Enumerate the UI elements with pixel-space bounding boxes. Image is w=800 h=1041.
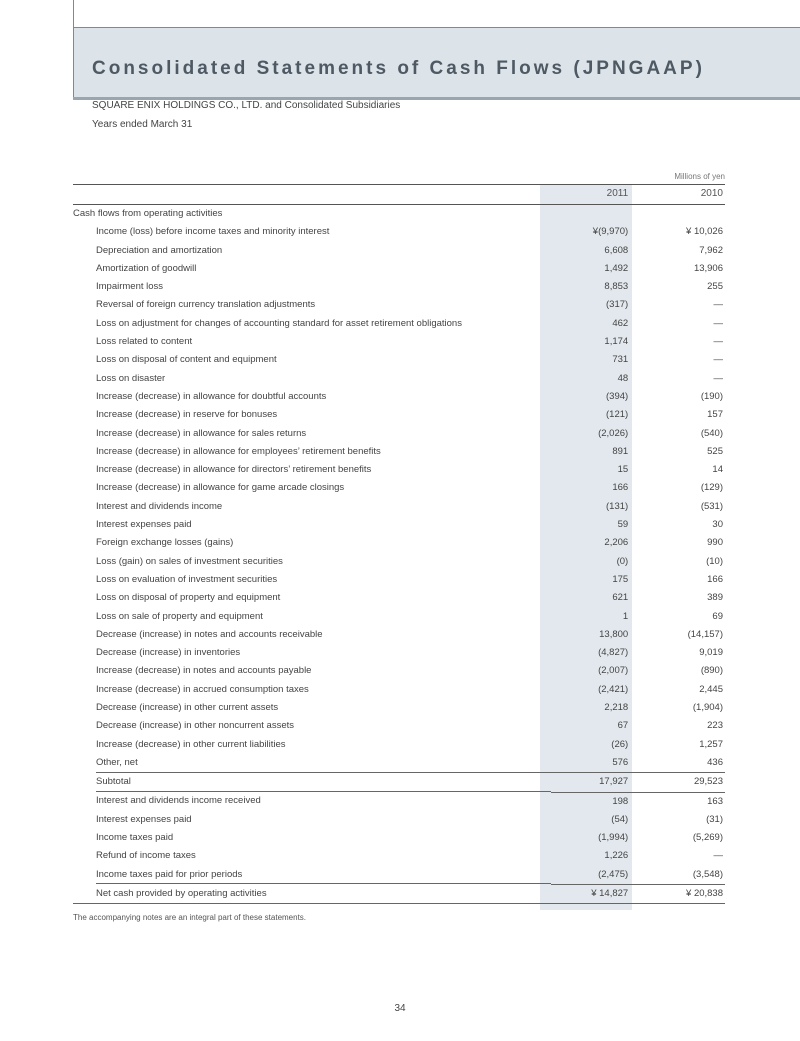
- value-2010: ¥ 20,838: [638, 884, 725, 903]
- value-2010: 166: [707, 573, 723, 585]
- value-2010: (1,904): [692, 702, 723, 714]
- table-row: [73, 333, 725, 351]
- value-2011: 462: [612, 317, 629, 329]
- value-2011: 576: [551, 754, 638, 773]
- value-2011: 13,800: [599, 628, 629, 640]
- value-2011: 2,206: [604, 537, 629, 549]
- value-2010: (129): [700, 482, 723, 494]
- table-row: [73, 553, 725, 571]
- table-header-row: [73, 185, 725, 205]
- value-2010: 13,906: [693, 262, 723, 274]
- table-row: [73, 260, 725, 278]
- row-label: Loss related to content: [96, 336, 193, 348]
- value-2010: 14: [712, 464, 723, 476]
- table-row: [73, 498, 725, 516]
- value-2010: (190): [700, 390, 723, 402]
- value-2011: 8,853: [604, 281, 629, 293]
- table-row: [73, 388, 725, 406]
- row-label: Increase (decrease) in allowance for game arcade closings: [96, 482, 345, 494]
- value-2010: (10): [706, 555, 723, 567]
- row-label: Depreciation and amortization: [96, 244, 223, 256]
- value-2011: (394): [606, 390, 629, 402]
- value-2010: 1,257: [699, 738, 723, 750]
- value-2011: (54): [611, 813, 629, 825]
- value-2010: —: [713, 372, 723, 384]
- table-row: [73, 406, 725, 424]
- table-row: [73, 370, 725, 388]
- table-row: [73, 571, 725, 589]
- row-label: Decrease (increase) in other current assets: [96, 702, 279, 714]
- row-label: Increase (decrease) in allowance for sales returns: [96, 427, 307, 439]
- value-2011: 59: [617, 519, 629, 531]
- column-header-label: [73, 185, 551, 205]
- value-2011: (1,994): [598, 832, 629, 844]
- table-row: [73, 829, 725, 847]
- table-row: [73, 626, 725, 644]
- section-title: Cash flows from operating activities: [73, 208, 223, 219]
- row-label: Interest and dividends income: [96, 500, 223, 512]
- table-row: [73, 717, 725, 735]
- value-2011: 1,226: [604, 850, 629, 862]
- value-2010: —: [713, 354, 723, 366]
- table-body: [73, 205, 725, 904]
- value-2011: 621: [612, 592, 629, 604]
- row-label: Income (loss) before income taxes and minority interest: [96, 226, 330, 238]
- table-row: [73, 223, 725, 241]
- value-2010: (31): [706, 813, 723, 825]
- value-2011: (2,007): [598, 665, 629, 677]
- value-2011: 17,927: [551, 773, 638, 792]
- value-2011: 2,218: [604, 702, 629, 714]
- section-title-row: [73, 205, 725, 224]
- value-2011: (0): [616, 555, 629, 567]
- value-2010: —: [713, 336, 723, 348]
- row-label: Income taxes paid for prior periods: [73, 866, 551, 885]
- value-2010: 223: [707, 720, 723, 732]
- value-2011: 15: [617, 464, 629, 476]
- value-2010: (14,157): [687, 628, 723, 640]
- table-row: [73, 866, 725, 885]
- total-row: [73, 884, 725, 903]
- value-2010: 30: [712, 519, 723, 531]
- row-label: Decrease (increase) in other noncurrent assets: [96, 720, 295, 732]
- value-2010: (890): [700, 665, 723, 677]
- table-row: [73, 792, 725, 811]
- table-row: [73, 296, 725, 314]
- value-2011: (131): [606, 500, 629, 512]
- value-2010: 157: [707, 409, 723, 421]
- row-label: Impairment loss: [96, 281, 164, 293]
- value-2011: (121): [606, 409, 629, 421]
- table-row: [73, 699, 725, 717]
- cash-flow-table-wrapper: [73, 184, 725, 904]
- column-header-2010: 2010: [638, 185, 725, 205]
- table-row: [73, 242, 725, 260]
- row-label: Interest expenses paid: [96, 813, 192, 825]
- table-row: [73, 736, 725, 754]
- value-2011: 175: [612, 573, 629, 585]
- table-row: [73, 811, 725, 829]
- value-2010: (5,269): [692, 832, 723, 844]
- row-label: Increase (decrease) in allowance for employees’ retirement benefits: [96, 445, 381, 457]
- row-label: Loss on sale of property and equipment: [96, 610, 263, 622]
- value-2011: 1,174: [604, 336, 629, 348]
- value-2011: (2,475): [551, 866, 638, 885]
- value-2011: 6,608: [604, 244, 629, 256]
- value-2011: ¥ 14,827: [551, 884, 638, 903]
- value-2010: 436: [638, 754, 725, 773]
- period-label: Years ended March 31: [92, 119, 193, 130]
- value-2011: (2,026): [598, 427, 629, 439]
- value-2011: 731: [612, 354, 629, 366]
- table-row: [73, 479, 725, 497]
- value-2010: 255: [707, 281, 723, 293]
- footnote: The accompanying notes are an integral part of these statements.: [73, 913, 307, 922]
- table-row: [73, 608, 725, 626]
- value-2011: 67: [617, 720, 629, 732]
- value-2011: (4,827): [598, 647, 629, 659]
- value-2010: —: [713, 317, 723, 329]
- row-label: Subtotal: [73, 773, 551, 792]
- row-label: Foreign exchange losses (gains): [96, 537, 234, 549]
- value-2010: (3,548): [638, 866, 725, 885]
- row-label: Increase (decrease) in other current liabilities: [96, 738, 286, 750]
- company-name: SQUARE ENIX HOLDINGS CO., LTD. and Consolidated Subsidiaries: [92, 100, 401, 111]
- table-row: [73, 754, 725, 773]
- row-label: Loss on evaluation of investment securities: [96, 573, 278, 585]
- value-2010: 2,445: [699, 683, 723, 695]
- value-2010: 29,523: [638, 773, 725, 792]
- row-label: Decrease (increase) in notes and accounts receivable: [96, 628, 323, 640]
- value-2011: 198: [612, 795, 629, 807]
- row-label: Loss (gain) on sales of investment securities: [96, 555, 283, 567]
- subtotal-row: [73, 773, 725, 792]
- value-2010: 389: [707, 592, 723, 604]
- row-label: Increase (decrease) in reserve for bonuses: [96, 409, 278, 421]
- value-2011: (2,421): [598, 683, 629, 695]
- value-2010: 163: [707, 795, 723, 807]
- row-label: Refund of income taxes: [96, 850, 196, 862]
- row-label: Increase (decrease) in allowance for directors’ retirement benefits: [96, 464, 372, 476]
- value-2010: (540): [700, 427, 723, 439]
- value-2011: 1: [622, 610, 629, 622]
- value-2010: 9,019: [699, 647, 723, 659]
- value-2010: (531): [700, 500, 723, 512]
- row-label: Reversal of foreign currency translation adjustments: [96, 299, 316, 311]
- value-2010: 990: [707, 537, 723, 549]
- table-row: [73, 278, 725, 296]
- row-label: Decrease (increase) in inventories: [96, 647, 241, 659]
- table-row: [73, 351, 725, 369]
- table-row: [73, 425, 725, 443]
- row-label: Income taxes paid: [96, 832, 174, 844]
- table-row: [73, 644, 725, 662]
- value-2011: 166: [612, 482, 629, 494]
- value-2011: 48: [617, 372, 629, 384]
- row-label: Interest expenses paid: [96, 519, 192, 531]
- cash-flow-table: [73, 184, 725, 904]
- table-row: [73, 589, 725, 607]
- row-label: Loss on disposal of property and equipment: [96, 592, 281, 604]
- header-tab-frame: [73, 0, 800, 27]
- value-2011: (317): [606, 299, 629, 311]
- value-2011: 891: [612, 445, 629, 457]
- table-row: [73, 443, 725, 461]
- row-label: Loss on adjustment for changes of accounting standard for asset retirement obligations: [96, 317, 462, 329]
- page-title: Consolidated Statements of Cash Flows (JPNGAAP): [92, 58, 705, 79]
- row-label: Amortization of goodwill: [96, 262, 197, 274]
- row-label: Other, net: [73, 754, 551, 773]
- value-2010: ¥ 10,026: [686, 226, 723, 238]
- page-number: 34: [394, 1003, 406, 1014]
- table-row: [73, 534, 725, 552]
- value-2010: 525: [707, 445, 723, 457]
- table-row: [73, 461, 725, 479]
- value-2010: 7,962: [699, 244, 723, 256]
- table-row: [73, 516, 725, 534]
- table-row: [73, 847, 725, 865]
- table-row: [73, 662, 725, 680]
- table-row: [73, 681, 725, 699]
- row-label: Increase (decrease) in accrued consumption taxes: [96, 683, 309, 695]
- row-label: Loss on disposal of content and equipment: [96, 354, 277, 366]
- value-2010: 69: [712, 610, 723, 622]
- value-2010: —: [713, 850, 723, 862]
- row-label: Loss on disaster: [96, 372, 166, 384]
- value-2011: ¥(9,970): [592, 226, 629, 238]
- column-header-2011: 2011: [551, 185, 638, 205]
- row-label: Increase (decrease) in notes and accounts payable: [96, 665, 312, 677]
- value-2010: —: [713, 299, 723, 311]
- row-label: Interest and dividends income received: [96, 795, 261, 807]
- value-2011: 1,492: [604, 262, 629, 274]
- value-2011: (26): [611, 738, 629, 750]
- units-label: Millions of yen: [674, 172, 725, 181]
- row-label: Increase (decrease) in allowance for doubtful accounts: [96, 390, 327, 402]
- table-row: [73, 315, 725, 333]
- row-label: Net cash provided by operating activities: [73, 884, 551, 903]
